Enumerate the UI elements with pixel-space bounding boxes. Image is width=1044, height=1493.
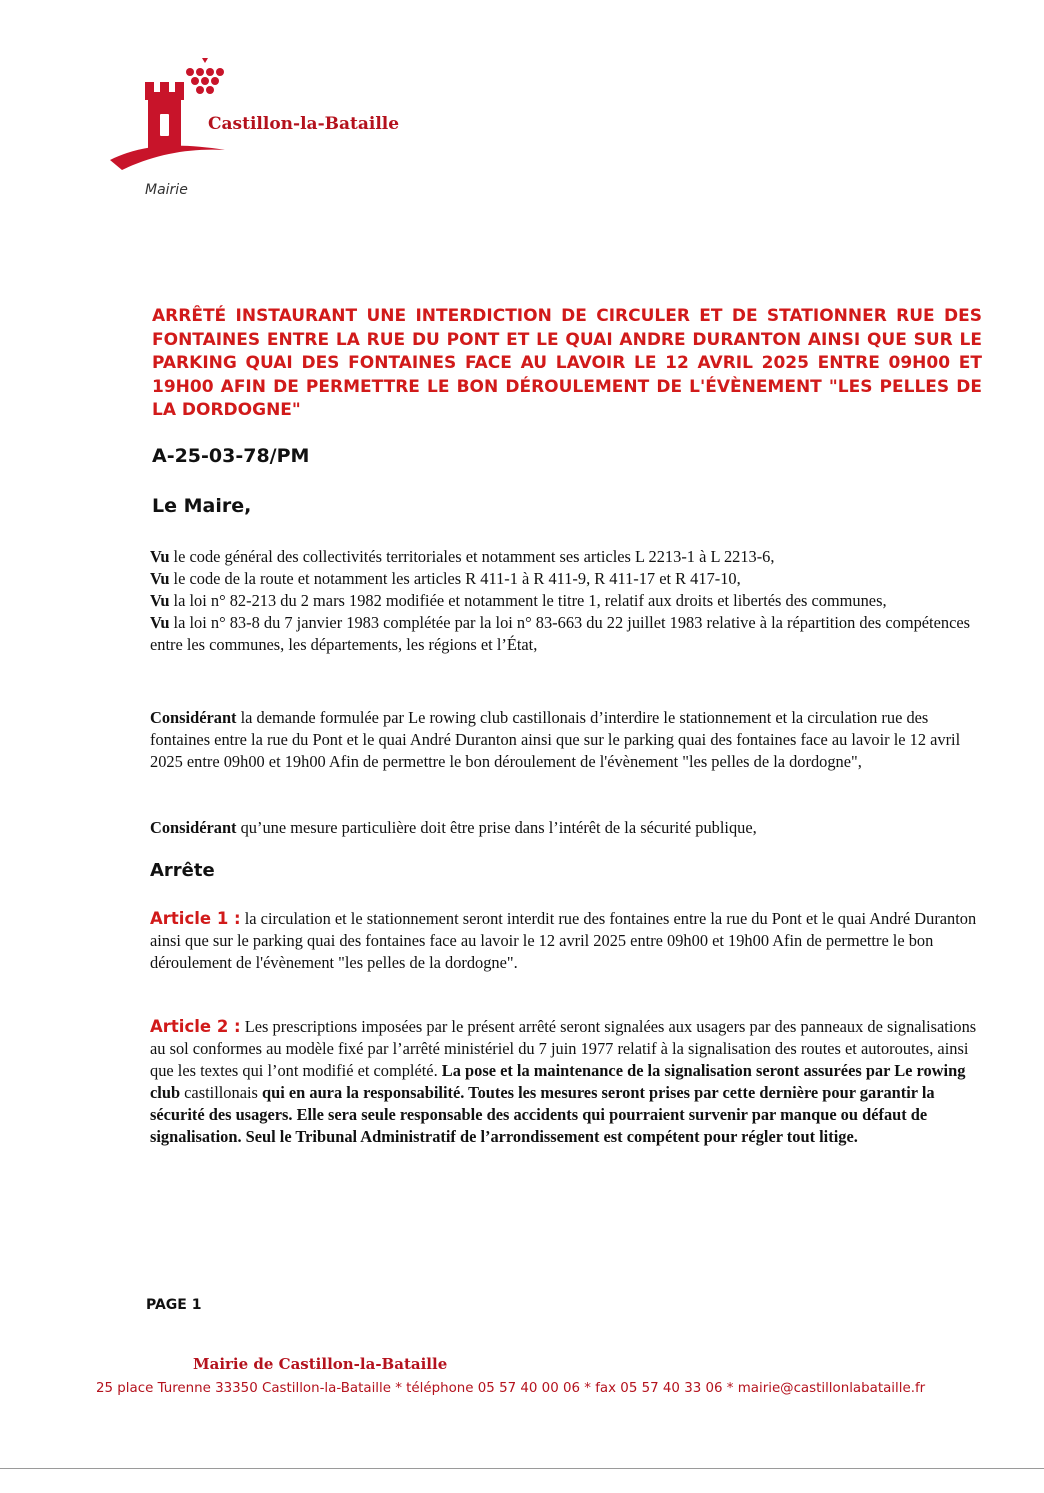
- article-1: Article 1 : la circulation et le stationnement seront interdit rue des fontaines entre la rue du Pont et le quai André Duranton ainsi que sur le parking quai des fontaines face au lavoir le 12 avril 2025 entre 09h00 et 19h00 Afin de permettre le bon déroulement de l'évènement "les pelles de la dordogne".: [150, 909, 977, 972]
- town-logo: [100, 50, 430, 210]
- visas-list: [150, 546, 980, 656]
- article-2-label: Article 2 :: [150, 1017, 241, 1036]
- bottom-divider: [0, 1468, 1044, 1469]
- visa-item: Vu le code de la route et notamment les articles R 411-1 à R 411-9, R 411-17 et R 417-10,: [150, 569, 741, 588]
- arrete-heading: Arrête: [150, 860, 215, 881]
- mairie-label: Mairie: [145, 182, 188, 198]
- footer-mairie-name: Mairie de Castillon-la-Bataille: [193, 1355, 448, 1373]
- decree-title: ARRÊTÉ INSTAURANT UNE INTERDICTION DE CIRCULER ET DE STATIONNER RUE DES FONTAINES ENTRE LA RUE DU PONT ET LE QUAI ANDRE DURANTON AINSI QUE SUR LE PARKING QUAI DES FONTAINES FACE AU LAVOIR LE 12 AVRIL 2025 ENTRE 09H00 ET 19H00 AFIN DE PERMETTRE LE BON DÉROULEMENT DE L'ÉVÈNEMENT "LES PELLES DE LA DORDOGNE": [152, 306, 982, 420]
- town-name: Castillon-la-Bataille: [208, 114, 400, 134]
- le-maire-heading: Le Maire,: [152, 495, 252, 517]
- visa-item: Vu le code général des collectivités territoriales et notamment ses articles L 2213-1 à L 2213-6,: [150, 547, 775, 566]
- article-2: Article 2 : Les prescriptions imposées par le présent arrêté seront signalées aux usagers par des panneaux de signalisations au sol conformes au modèle fixé par l’arrêté ministériel du 7 juin 1977 relatif à la signalisation des routes et autoroutes, ainsi que les textes qui l’ont modifié et complété. La pose et la maintenance de la signalisation seront assurées par Le rowing club castillonais qui en aura la responsabilité. Toutes les mesures seront prises par cette dernière pour garantir la sécurité des usagers. Elle sera seule responsable des accidents qui pourraient survenir par manque ou défaut de signalisation. Seul le Tribunal Administratif de l’arrondissement est compétent pour régler tout litige.: [150, 1017, 977, 1146]
- footer-address: 25 place Turenne 33350 Castillon-la-Bataille * téléphone 05 57 40 00 06 * fax 05 57 40 33 06 * mairie@castillonlabataille.fr: [96, 1381, 926, 1396]
- page-number: PAGE 1: [146, 1297, 202, 1313]
- considerant-paragraph: Considérant qu’une mesure particulière doit être prise dans l’intérêt de la sécurité publique,: [150, 818, 757, 837]
- considerant-paragraph: Considérant la demande formulée par Le rowing club castillonais d’interdire le stationnement et la circulation rue des fontaines entre la rue du Pont et le quai André Duranton ainsi que sur le parking quai des fontaines face au lavoir le 12 avril 2025 entre 09h00 et 19h00 Afin de permettre le bon déroulement de l'évènement "les pelles de la dordogne",: [150, 708, 961, 771]
- decree-reference: A-25-03-78/PM: [152, 445, 310, 467]
- article-1-label: Article 1 :: [150, 909, 241, 928]
- visa-item: Vu la loi n° 83-8 du 7 janvier 1983 complétée par la loi n° 83-663 du 22 juillet 1983 relative à la répartition des compétences entre les communes, les départements, les régions et l’État,: [150, 613, 970, 654]
- visa-item: Vu la loi n° 82-213 du 2 mars 1982 modifiée et notamment le titre 1, relatif aux droits et libertés des communes,: [150, 591, 887, 610]
